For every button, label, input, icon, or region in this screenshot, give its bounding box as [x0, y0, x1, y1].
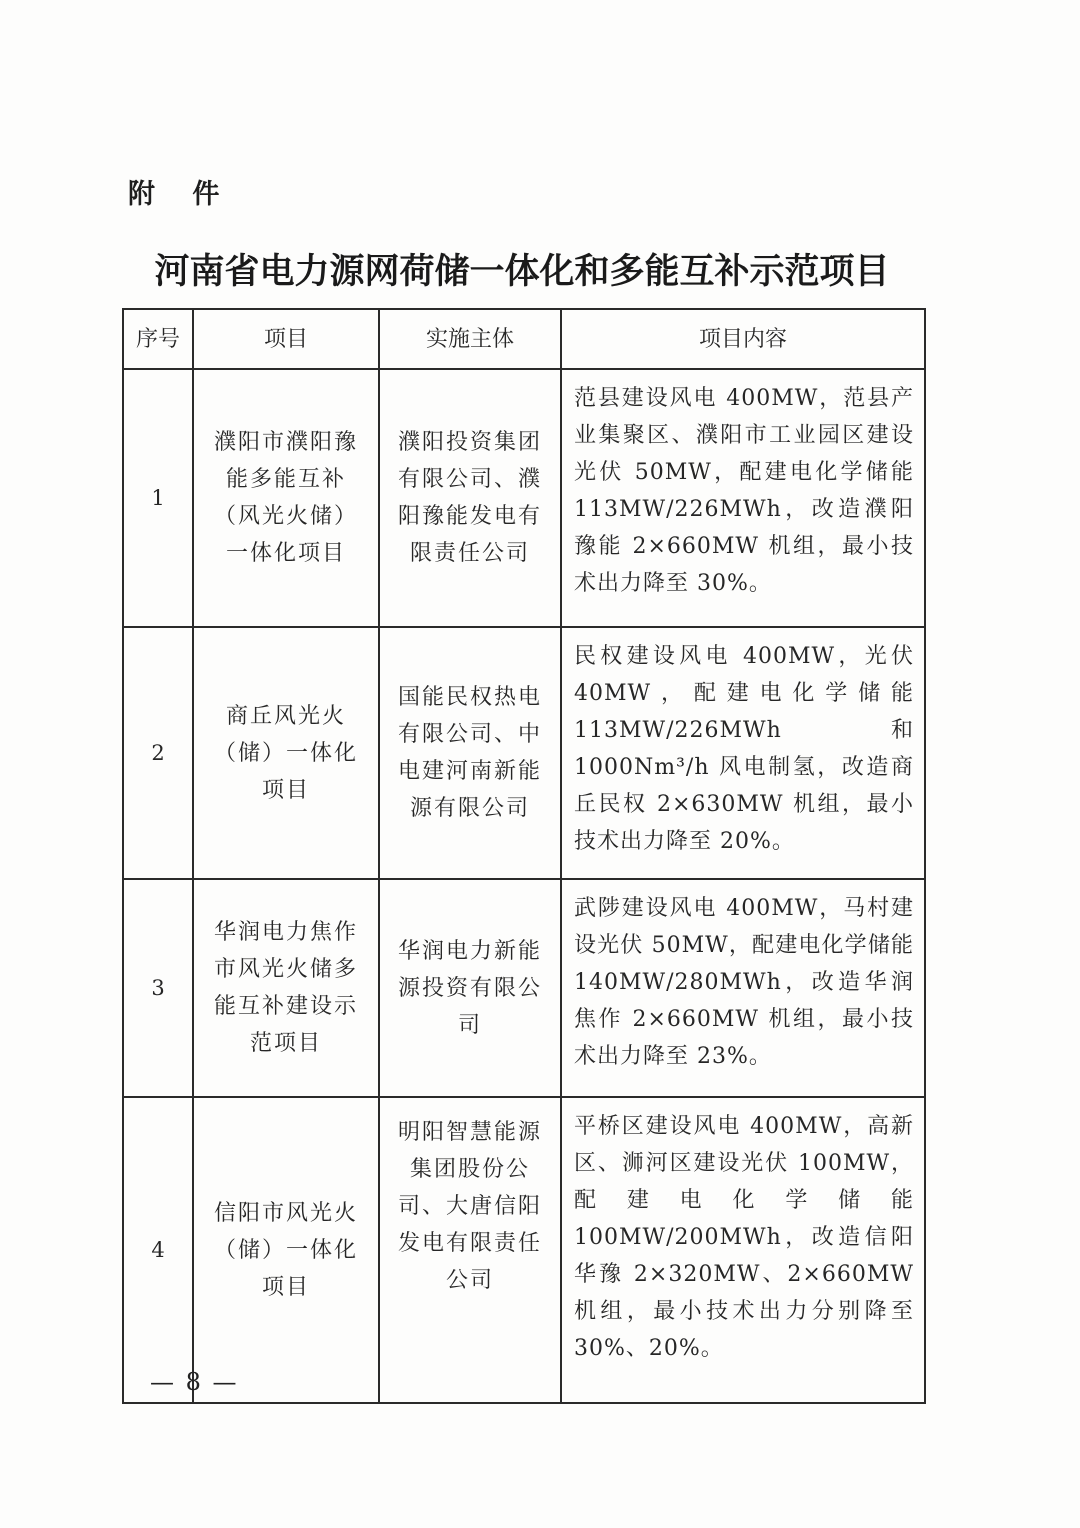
cell-implementer: 华润电力新能源投资有限公司 — [379, 879, 561, 1097]
cell-seq: 1 — [123, 369, 193, 627]
table-row — [123, 879, 925, 1097]
cell-project-content: 民权建设风电 400MW，光伏 40MW，配建电化学储能 113MW/226MWh 和 1000Nm³/h 风电制氢，改造商丘民权 2×630MW 机组，最小技术出力降至 20%。 — [561, 627, 925, 879]
cell-implementer: 濮阳投资集团有限公司、濮阳豫能发电有限责任公司 — [379, 369, 561, 627]
cell-implementer: 明阳智慧能源集团股份公司、大唐信阳发电有限责任公司 — [379, 1097, 561, 1403]
table-header-row — [123, 309, 925, 369]
header-content: 项目内容 — [561, 309, 925, 369]
cell-seq: 2 — [123, 627, 193, 879]
table-row — [123, 1097, 925, 1403]
cell-project-content: 平桥区建设风电 400MW，高新区、浉河区建设光伏 100MW，配建电化学储能 100MW/200MWh，改造信阳华豫 2×320MW、2×660MW 机组，最小技术出力分别降至 30%、20%。 — [561, 1097, 925, 1403]
projects-table — [122, 308, 926, 1404]
cell-project-content: 范县建设风电 400MW，范县产业集聚区、濮阳市工业园区建设光伏 50MW，配建电化学储能 113MW/226MWh，改造濮阳豫能 2×660MW 机组，最小技术出力降至 30%。 — [561, 369, 925, 627]
cell-project-name: 华润电力焦作市风光火储多能互补建设示范项目 — [193, 879, 379, 1097]
table-row — [123, 627, 925, 879]
header-seq: 序号 — [123, 309, 193, 369]
cell-project-content: 武陟建设风电 400MW，马村建设光伏 50MW，配建电化学储能 140MW/280MWh，改造华润焦作 2×660MW 机组，最小技术出力降至 23%。 — [561, 879, 925, 1097]
document-title: 河南省电力源网荷储一体化和多能互补示范项目 — [154, 252, 890, 292]
cell-seq: 4 — [123, 1097, 193, 1403]
attachment-label: 附 件 — [128, 179, 234, 210]
cell-project-name: 商丘风光火（储）一体化项目 — [193, 627, 379, 879]
header-implementer: 实施主体 — [379, 309, 561, 369]
cell-seq: 3 — [123, 879, 193, 1097]
table-row — [123, 369, 925, 627]
cell-implementer: 国能民权热电有限公司、中电建河南新能源有限公司 — [379, 627, 561, 879]
cell-project-name: 濮阳市濮阳豫能多能互补（风光火储）一体化项目 — [193, 369, 379, 627]
header-project: 项目 — [193, 309, 379, 369]
page-number: — 8 — — [150, 1368, 239, 1396]
cell-project-name: 信阳市风光火（储）一体化项目 — [193, 1097, 379, 1403]
